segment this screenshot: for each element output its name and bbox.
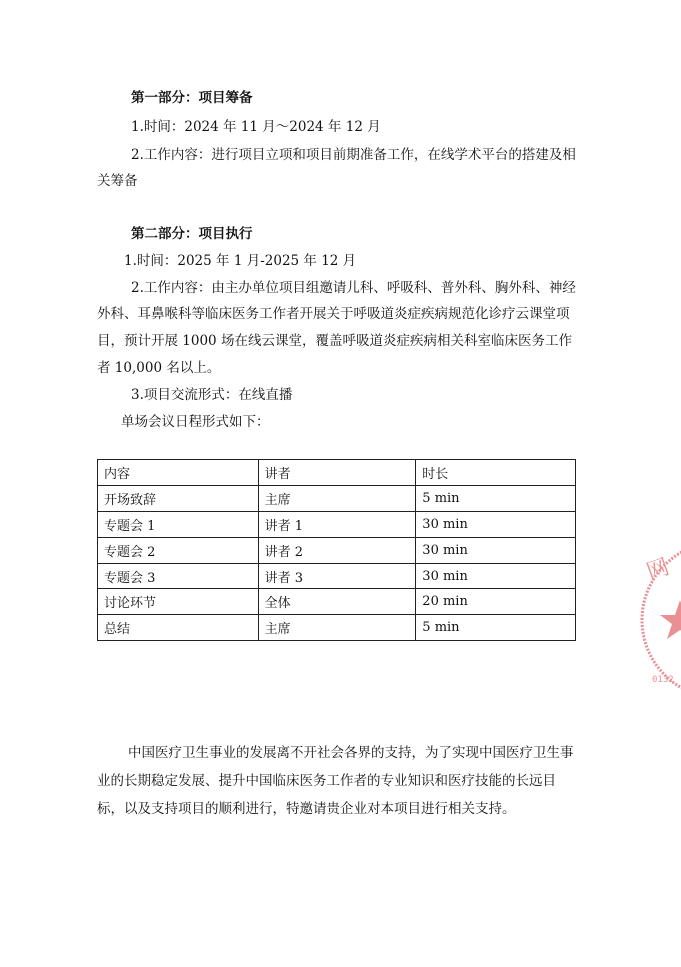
table-cell: 20 min [416, 589, 576, 615]
table-row [98, 563, 576, 589]
table-cell: 讨论环节 [98, 589, 259, 615]
table-cell: 开场致辞 [98, 485, 259, 511]
table-cell: 讲者 3 [258, 563, 416, 589]
part2-content-line4: 者 10,000 名以上。 [97, 360, 221, 376]
part2-content-line3: 目，预计开展 1000 场在线云课堂，覆盖呼吸道炎症疾病相关科室临床医务工作 [97, 333, 572, 349]
table-cell: 5 min [416, 485, 576, 511]
table-cell: 30 min [416, 537, 576, 563]
closing-line1: 中国医疗卫生事业的发展离不开社会各界的支持，为了实现中国医疗卫生事 [128, 745, 574, 761]
schedule-intro: 单场会议日程形式如下： [121, 414, 270, 430]
part2-content-line1: 2.工作内容：由主办单位项目组邀请儿科、呼吸科、普外科、胸外科、神经 [131, 280, 576, 296]
table-cell: 主席 [258, 615, 416, 641]
table-cell: 讲者 1 [258, 511, 416, 537]
part1-content-line2: 关筹备 [97, 173, 138, 189]
table-cell: 专题会 2 [98, 537, 259, 563]
table-cell: 专题会 1 [98, 511, 259, 537]
stamp-text-top: 网 [643, 554, 673, 586]
table-cell: 专题会 3 [98, 563, 259, 589]
table-cell: 30 min [416, 563, 576, 589]
table-row [98, 589, 576, 615]
table-header-cell: 讲者 [258, 460, 416, 486]
table-header-row [98, 460, 576, 486]
table-cell: 讲者 2 [258, 537, 416, 563]
table-header-cell: 内容 [98, 460, 259, 486]
part1-time: 1.时间：2024 年 11 月～2024 年 12 月 [131, 119, 381, 135]
closing-line2: 业的长期稳定发展、提升中国临床医务工作者的专业知识和医疗技能的长远目 [97, 773, 556, 789]
part2-content-line2: 外科、耳鼻喉科等临床医务工作者开展关于呼吸道炎症疾病规范化诊疗云课堂项 [97, 306, 570, 322]
official-seal-stamp [640, 540, 681, 700]
table-cell: 主席 [258, 485, 416, 511]
table-row [98, 511, 576, 537]
part1-content-line1: 2.工作内容：进行项目立项和项目前期准备工作，在线学术平台的搭建及相 [131, 147, 576, 163]
table-cell: 30 min [416, 511, 576, 537]
stamp-star-icon [660, 600, 681, 639]
part2-heading: 第二部分：项目执行 [131, 226, 253, 242]
table-header-cell: 时长 [416, 460, 576, 486]
table-row [98, 485, 576, 511]
closing-line3: 标，以及支持项目的顺利进行，特邀请贵企业对本项目进行相关支持。 [97, 801, 516, 817]
table-cell: 总结 [98, 615, 259, 641]
table-cell: 5 min [416, 615, 576, 641]
table-row [98, 615, 576, 641]
table-cell: 全体 [258, 589, 416, 615]
stamp-number: 0132 [652, 675, 674, 685]
part2-format: 3.项目交流形式：在线直播 [131, 387, 293, 403]
part1-heading: 第一部分：项目筹备 [131, 90, 253, 106]
part2-time: 1.时间：2025 年 1 月-2025 年 12 月 [124, 253, 357, 269]
table-row [98, 537, 576, 563]
schedule-table [97, 459, 576, 641]
